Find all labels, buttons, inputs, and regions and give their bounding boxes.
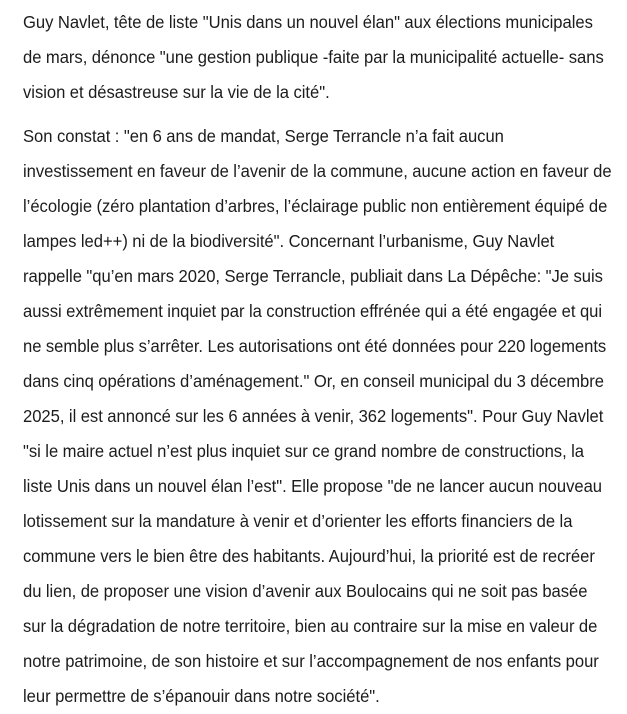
article-paragraph-intro: Guy Navlet, tête de liste "Unis dans un nouvel élan" aux élections municipales de mars, dénonce "une gestion publique -faite par la municipalité actuelle- sans vision et désastreuse sur la vie de la cité". xyxy=(23,12,604,102)
article-paragraph-statement: Son constat : "en 6 ans de mandat, Serge Terrancle n’a fait aucun investissement en faveur de l’avenir de la commune, aucune action en faveur de l’écologie (zéro plantation d’arbres, l’éclairage public non entièrement équipé de lampes led++) ni de la biodiversité". Concernant l’urbanisme, Guy Navlet rappelle "qu’en mars 2020, Serge Terrancle, publiait dans La Dépêche: "Je suis aussi extrêmement inquiet par la construction effrénée qui a été engagée et qui ne semble plus s’arrêter. Les autorisations ont été données pour 220 logements dans cinq opérations d’aménagement." Or, en conseil municipal du 3 décembre 2025, il est annoncé sur les 6 années à venir, 362 logements". Pour Guy Navlet "si le maire actuel n’est plus inquiet sur ce grand nombre de constructions, la liste Unis dans un nouvel élan l’est". Elle propose "de ne lancer aucun nouveau lotissement sur la mandature à venir et d’orienter les efforts financiers de la commune vers le bien être des habitants. Aujourd’hui, la priorité est de recréer du lien, de proposer une vision d’avenir aux Boulocains qui ne soit pas basée sur la dégradation de notre territoire, bien au contraire sur la mise en valeur de notre patrimoine, de son histoire et sur l’accompagnement de nos enfants pour leur permettre de s’épanouir dans notre société". xyxy=(23,126,612,706)
